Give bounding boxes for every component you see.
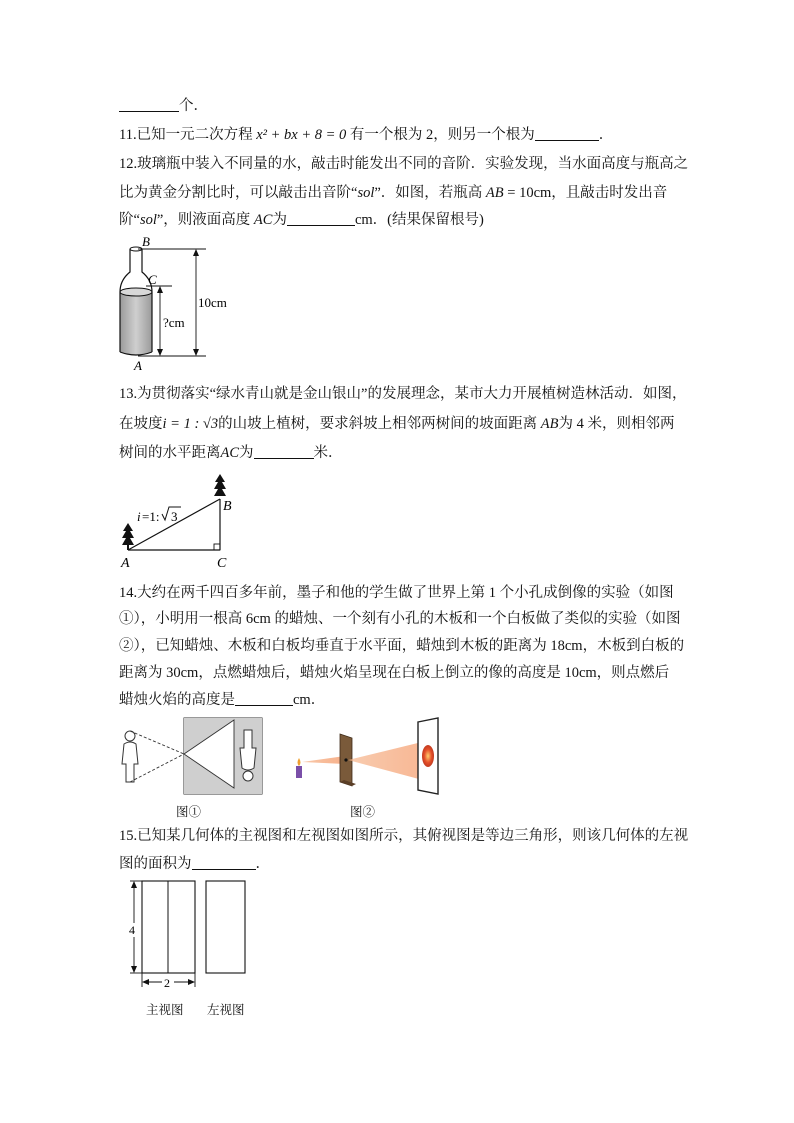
person-icon	[122, 731, 138, 782]
q11-answer-blank	[535, 126, 599, 141]
bottle-figure	[110, 234, 250, 372]
front-view-caption: 主视图	[146, 1003, 184, 1017]
q14-line-4: 距离为 30cm，点燃蜡烛后，蜡烛火焰呈现在白板上倒立的像的高度是 10cm，则点燃后	[119, 665, 670, 681]
q13-number: 13.	[119, 386, 138, 402]
label-B: B	[223, 499, 232, 514]
q14-line-1: 14.大约在两千四百多年前，墨子和他的学生做了世界上第 1 个小孔成倒像的实验（如图	[119, 585, 674, 601]
candle-icon	[296, 758, 302, 778]
label-C: C	[148, 272, 157, 287]
tree-icon	[122, 523, 134, 550]
q12-line-2: 比为黄金分割比时，可以敲击出音阶“sol”．如图，若瓶高 AB = 10cm，且敲击时发出音	[119, 185, 668, 201]
q12-answer-blank	[287, 211, 355, 226]
q15-line-2: 图的面积为 ．	[119, 856, 270, 872]
q14-number: 14.	[119, 585, 138, 601]
label-B: B	[142, 234, 150, 249]
width-label: 2	[164, 976, 170, 990]
fig1-caption: 图①	[176, 805, 202, 819]
q11-line: 11.已知一元二次方程 x² + bx + 8 = 0 有一个根为 2，则另一个根为 ．	[119, 127, 614, 143]
pinhole-figure-2	[290, 716, 450, 796]
q12-line-1: 12.玻璃瓶中装入不同量的水，敲击时能发出不同的音阶．实验发现，当水面高度与瓶高之	[119, 156, 689, 172]
q13-line-3: 树间的水平距离AC为 米．	[119, 445, 343, 461]
q14-line-2: ①），小明用一根高 6cm 的蜡烛、一个刻有小孔的木板和一个白板做了类似的实验（如图	[119, 611, 681, 627]
slope-label-ratio: =1:	[142, 509, 160, 524]
q12-number: 12.	[119, 156, 138, 172]
q15-line-1: 15.已知某几何体的主视图和左视图如图所示，其俯视图是等边三角形，则该几何体的左视	[119, 828, 689, 844]
q13-line-2: 在坡度i = 1 : √3的山坡上植树，要求斜坡上相邻两树间的坡面距离 AB为 4 米，则相邻两	[119, 416, 675, 432]
q11-number: 11.	[119, 127, 137, 143]
height-label: 4	[129, 923, 135, 937]
left-view	[206, 881, 245, 973]
three-view-figure	[118, 876, 258, 994]
q11-equation: x² + bx + 8 = 0	[256, 127, 347, 143]
q13-slope: i = 1 : √3	[162, 416, 219, 432]
q14-answer-blank	[235, 691, 293, 706]
fig2-caption: 图②	[350, 805, 376, 819]
q15-answer-blank	[192, 855, 256, 870]
carry-suffix: 个．	[179, 98, 208, 114]
q12-line-3: 阶“sol”，则液面高度 AC为 cm．(结果保留根号)	[119, 212, 484, 228]
q15-number: 15.	[119, 828, 138, 844]
q14-line-3: ②），已知蜡烛、木板和白板均垂直于水平面，蜡烛到木板的距离为 18cm，木板到白板的	[119, 638, 685, 654]
label-A: A	[121, 556, 130, 571]
label-height: 10cm	[198, 295, 227, 310]
left-view-caption: 左视图	[207, 1003, 245, 1017]
pinhole-figure-1	[114, 716, 274, 796]
slope-figure	[115, 472, 245, 572]
water-fill	[120, 292, 152, 355]
label-C: C	[217, 556, 227, 571]
q14-line-5: 蜡烛火焰的高度是 cm．	[119, 692, 326, 708]
slope-label-i: i	[137, 509, 141, 524]
label-unknown: ?cm	[163, 315, 185, 330]
carry-line	[119, 96, 208, 116]
slope-label-radicand: 3	[171, 509, 178, 524]
tree-icon	[214, 474, 226, 496]
white-screen	[418, 718, 438, 794]
answer-blank	[119, 97, 179, 112]
q13-line-1: 13.为贯彻落实“绿水青山就是金山银山”的发展理念，某市大力开展植树造林活动．如图，	[119, 386, 687, 402]
label-A: A	[134, 358, 142, 372]
q13-answer-blank	[254, 444, 314, 459]
